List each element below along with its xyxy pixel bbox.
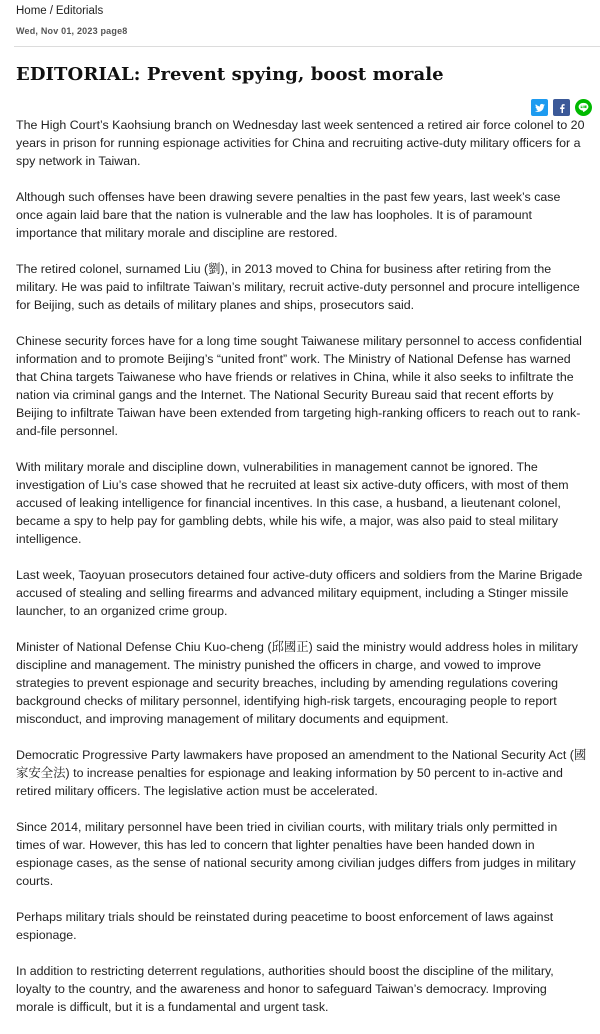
article-paragraph: With military morale and discipline down, vulnerabilities in management cannot be ignored. The investigation of Liu’s case showed that he recruited at least six active-duty officers, with most of them accused of leaking intelligence for financial incentives. In this case, a husband, a lieutenant colonel, became a spy to help pay for gambling debts, while his wife, a major, was also paid to steal military intelligence.	[16, 460, 569, 546]
article-paragraph: Chinese security forces have for a long time sought Taiwanese military personnel to access confidential information and to promote Beijing’s “united front” work. The Ministry of National Defense has warned that China targets Taiwanese who have friends or relatives in China, while it also seeks to infiltrate the nation via criminal gangs and the Internet. The National Security Bureau said that recent efforts by Beijing to infiltrate Taiwan have been extended from targeting high-ranking officers to reach out to rank-and-file personnel.	[16, 334, 582, 438]
article-paragraph: Perhaps military trials should be reinstated during peacetime to boost enforcement of laws against espionage.	[16, 910, 554, 942]
facebook-share-button[interactable]	[553, 99, 570, 116]
article-paragraph: In addition to restricting deterrent regulations, authorities should boost the discipline of the military, loyalty to the country, and the awareness and honor to safeguard Taiwan’s democracy. Improving morale is difficult, but it is a fundamental and urgent task.	[16, 964, 554, 1014]
article-paragraph: Last week, Taoyuan prosecutors detained four active-duty officers and soldiers from the Marine Brigade accused of stealing and selling firearms and advanced military equipment, including a Stinger missile launcher, to an organized crime group.	[16, 568, 583, 618]
article-paragraph: The retired colonel, surnamed Liu (劉), in 2013 moved to China for business after retiring from the military. He was paid to infiltrate Taiwan’s military, recruit active-duty personnel and procure intelligence for Beijing, such as details of military planes and ships, prosecutors said.	[16, 262, 580, 312]
article-paragraph: Although such offenses have been drawing severe penalties in the past few years, last week’s case once again laid bare that the nation is vulnerable and the law has loopholes. It is of paramount importance that military morale and discipline are restored.	[16, 190, 561, 240]
header-divider	[14, 46, 600, 47]
breadcrumb-section-link[interactable]: Editorials	[55, 5, 104, 17]
line-icon	[577, 101, 590, 114]
article-dateline: Wed, Nov 01, 2023 page8	[16, 26, 128, 36]
article-paragraph: Democratic Progressive Party lawmakers have proposed an amendment to the National Security Act (國家安全法) to increase penalties for espionage and leaking information by 50 percent to in-active and retired military officers. The legislative action must be accelerated.	[16, 748, 587, 798]
article-paragraph: The High Court’s Kaohsiung branch on Wednesday last week sentenced a retired air force colonel to 20 years in prison for running espionage activities for China and recruiting active-duty military officers for a spy network in Taiwan.	[16, 118, 585, 168]
article-paragraph: Since 2014, military personnel have been tried in civilian courts, with military trials only permitted in times of war. However, this has led to concern that lighter penalties have been handed down in espionage cases, as the sense of national security among civilian judges differs from judges in military courts.	[16, 820, 576, 888]
twitter-icon	[534, 102, 546, 114]
facebook-icon	[556, 102, 568, 114]
twitter-share-button[interactable]	[531, 99, 548, 116]
line-share-button[interactable]	[575, 99, 592, 116]
share-bar	[531, 99, 592, 116]
breadcrumb	[16, 4, 103, 18]
breadcrumb-separator: /	[49, 5, 53, 17]
breadcrumb-home-link[interactable]: Home	[16, 5, 47, 17]
article-body	[16, 116, 588, 1034]
article-title: EDITORIAL: Prevent spying, boost morale	[16, 64, 444, 85]
article-paragraph: Minister of National Defense Chiu Kuo-cheng (邱國正) said the ministry would address holes in military discipline and management. The ministry punished the officers in charge, and vowed to improve strategies to prevent espionage and security breaches, including by amending regulations covering background checks of military personnel, identifying high-risk targets, encouraging people to report misconduct, and improving management of military documents and equipment.	[16, 640, 578, 726]
